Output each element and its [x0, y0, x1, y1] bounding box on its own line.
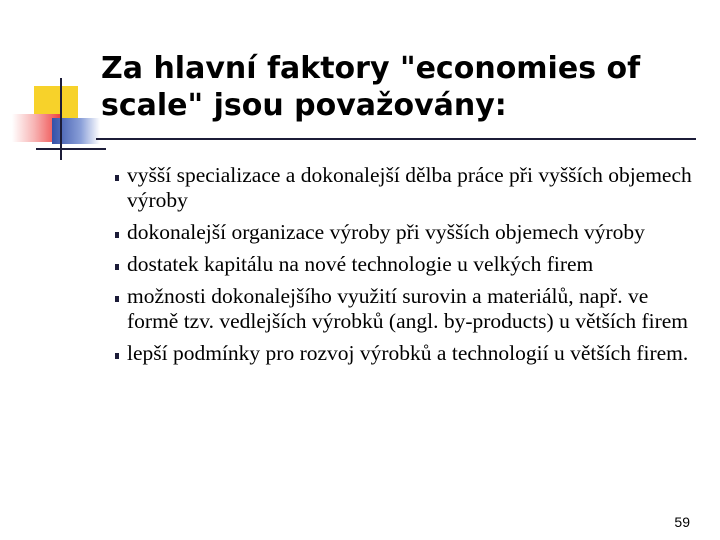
title-divider: [96, 138, 696, 140]
list-item: [100, 163, 700, 213]
list-item: [100, 284, 700, 334]
list-item: [100, 220, 700, 245]
slide-title: Za hlavní faktory "economies of scale" jsou považovány:: [101, 51, 641, 123]
bullet-text: dokonalejší organizace výroby při vyšších objemech výroby: [127, 220, 645, 244]
list-item: [100, 252, 700, 277]
square-bullet-icon: [115, 175, 119, 181]
bullet-text: lepší podmínky pro rozvoj výrobků a technologií u větších firem.: [127, 341, 689, 365]
square-bullet-icon: [115, 232, 119, 238]
page-number: 59: [674, 514, 690, 530]
bullet-list: [100, 163, 700, 373]
square-bullet-icon: [115, 353, 119, 359]
bullet-text: možnosti dokonalejšího využití surovin a materiálů, např. ve formě tzv. vedlejších výrobků (angl. by-products) u větších firem: [127, 284, 689, 333]
bullet-text: vyšší specializace a dokonalejší dělba práce při vyšších objemech výroby: [127, 163, 692, 212]
bullet-text: dostatek kapitálu na nové technologie u velkých firem: [127, 252, 594, 276]
square-bullet-icon: [115, 296, 119, 302]
list-item: [100, 341, 700, 366]
logo-horizontal-line: [36, 148, 106, 150]
square-bullet-icon: [115, 264, 119, 270]
